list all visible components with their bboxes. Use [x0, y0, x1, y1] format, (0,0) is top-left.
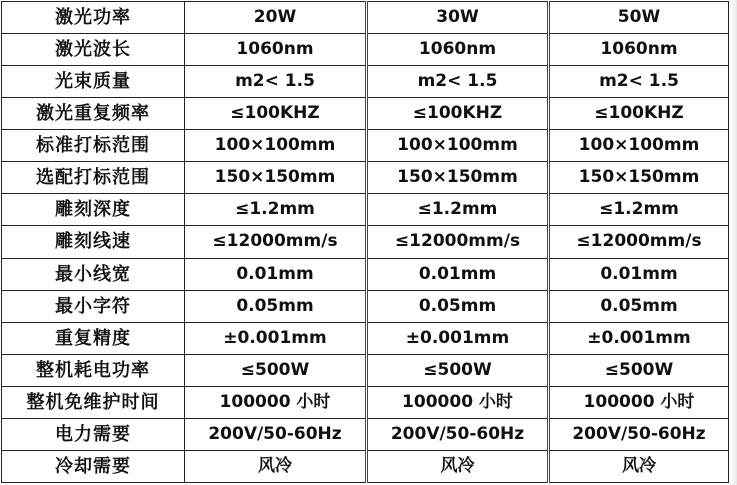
spec-value-cell: 0.01mm — [549, 258, 729, 290]
right-edge-shade — [731, 0, 737, 485]
spec-row — [2, 226, 729, 258]
spec-value-cell: m2< 1.5 — [549, 66, 729, 98]
spec-value-cell: ±0.001mm — [549, 322, 729, 354]
spec-label-cell: 标准打标范围 — [2, 130, 185, 162]
spec-value-cell: ≤1.2mm — [367, 194, 549, 226]
spec-label-cell: 重复精度 — [2, 322, 185, 354]
spec-value-cell: ≤12000mm/s — [549, 226, 729, 258]
spec-value-cell: 100000 小时 — [549, 386, 729, 418]
header-30w-cell: 30W — [367, 2, 549, 34]
spec-value-cell: ≤12000mm/s — [185, 226, 367, 258]
header-row — [2, 2, 729, 34]
spec-value-cell: 100×100mm — [367, 130, 549, 162]
spec-value-cell: 150×150mm — [367, 162, 549, 194]
spec-value-cell: ≤500W — [549, 354, 729, 386]
spec-value-cell: 0.05mm — [367, 290, 549, 322]
spec-label-cell: 激光重复频率 — [2, 98, 185, 130]
spec-value-cell: ±0.001mm — [185, 322, 367, 354]
spec-label-cell: 光束质量 — [2, 66, 185, 98]
spec-label-cell: 选配打标范围 — [2, 162, 185, 194]
spec-label-cell: 整机耗电功率 — [2, 354, 185, 386]
spec-label-cell: 雕刻深度 — [2, 194, 185, 226]
spec-row — [2, 354, 729, 386]
spec-value-cell: ≤500W — [185, 354, 367, 386]
spec-row — [2, 386, 729, 418]
spec-value-cell: 100×100mm — [185, 130, 367, 162]
spec-row — [2, 194, 729, 226]
spec-value-cell: 0.01mm — [367, 258, 549, 290]
spec-value-cell: m2< 1.5 — [367, 66, 549, 98]
spec-row — [2, 66, 729, 98]
spec-value-cell: 0.01mm — [185, 258, 367, 290]
spec-value-cell: 1060nm — [549, 34, 729, 66]
spec-value-cell: 风冷 — [185, 450, 367, 482]
spec-value-cell: ±0.001mm — [367, 322, 549, 354]
spec-label-cell: 雕刻线速 — [2, 226, 185, 258]
spec-value-cell: 0.05mm — [185, 290, 367, 322]
spec-value-cell: 100×100mm — [549, 130, 729, 162]
spec-value-cell: m2< 1.5 — [185, 66, 367, 98]
spec-value-cell: 150×150mm — [185, 162, 367, 194]
spec-value-cell: 200V/50-60Hz — [185, 418, 367, 450]
spec-value-cell: 200V/50-60Hz — [549, 418, 729, 450]
spec-label-cell: 冷却需要 — [2, 450, 185, 482]
spec-label-cell: 整机免维护时间 — [2, 386, 185, 418]
header-20w-cell: 20W — [185, 2, 367, 34]
spec-value-cell: ≤1.2mm — [549, 194, 729, 226]
laser-spec-table — [1, 1, 729, 483]
spec-label-cell: 最小线宽 — [2, 258, 185, 290]
spec-row — [2, 258, 729, 290]
spec-value-cell: 100000 小时 — [185, 386, 367, 418]
spec-value-cell: ≤12000mm/s — [367, 226, 549, 258]
spec-row — [2, 450, 729, 482]
spec-table-body — [2, 2, 729, 483]
spec-value-cell: 200V/50-60Hz — [367, 418, 549, 450]
spec-value-cell: ≤100KHZ — [185, 98, 367, 130]
spec-row — [2, 34, 729, 66]
spec-value-cell: 1060nm — [185, 34, 367, 66]
spec-value-cell: 150×150mm — [549, 162, 729, 194]
spec-value-cell: ≤100KHZ — [367, 98, 549, 130]
spec-value-cell: ≤100KHZ — [549, 98, 729, 130]
spec-label-cell: 最小字符 — [2, 290, 185, 322]
spec-row — [2, 162, 729, 194]
spec-row — [2, 418, 729, 450]
header-50w-cell: 50W — [549, 2, 729, 34]
spec-row — [2, 322, 729, 354]
header-label-cell: 激光功率 — [2, 2, 185, 34]
spec-row — [2, 98, 729, 130]
spec-value-cell: 1060nm — [367, 34, 549, 66]
spec-value-cell: ≤1.2mm — [185, 194, 367, 226]
spec-value-cell: 风冷 — [549, 450, 729, 482]
spec-row — [2, 290, 729, 322]
spec-row — [2, 130, 729, 162]
spec-value-cell: 风冷 — [367, 450, 549, 482]
spec-value-cell: 100000 小时 — [367, 386, 549, 418]
spec-label-cell: 电力需要 — [2, 418, 185, 450]
spec-value-cell: ≤500W — [367, 354, 549, 386]
spec-value-cell: 0.05mm — [549, 290, 729, 322]
spec-label-cell: 激光波长 — [2, 34, 185, 66]
